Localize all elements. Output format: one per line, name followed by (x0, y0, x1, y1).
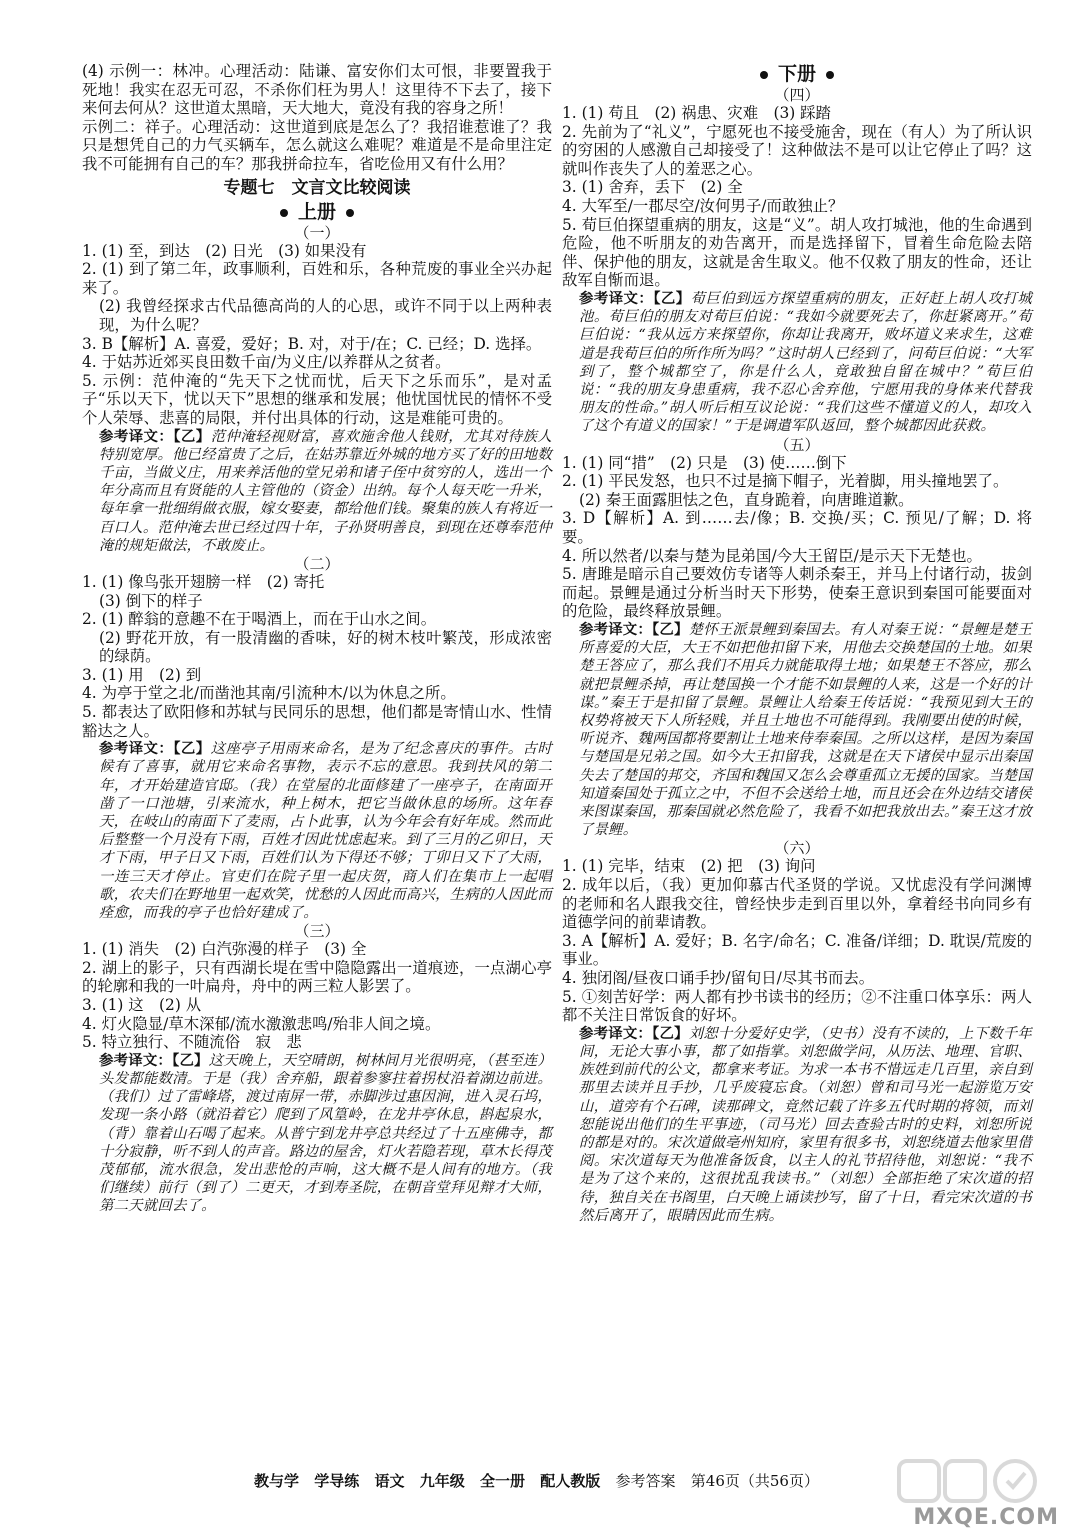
answer-item: 1. (1) 至，到达 (2) 日光 (3) 如果没有 (82, 241, 367, 260)
translation-3: 参考译文：【乙】这天晚上，天空晴朗，树林间月光很明亮，（甚至连）头发都能数清。于是（我）舍弃船，跟着参寥拄着拐杖沿着湖边前进。（我们）过了雷峰塔，渡过南屏一带，赤脚涉过惠因涧，进入灵石坞，发现一条小路（就沿着它）爬到了风篁岭，在龙井亭休息，斟起泉水，（背）靠着山石喝了起来。从普宁到龙井亭总共经过了十五座佛寺，都十分寂静，听不到人的声音。路边的屋舍，灯火若隐若现，草木长得茂茂郁郁，流水很急，发出悲怆的声响，这大概不是人间有的地方。（我们继续）前行（到了）二更天，才到寿圣院，在朝音堂拜见辩才大师，第二天就回去了。 (99, 1051, 552, 1215)
answer-item: (3) 倒下的样子 (99, 591, 203, 610)
bullet-icon (760, 71, 768, 79)
answer-item: 4. 所以然者/以秦与楚为昆弟国/今大王留臣/是示天下无楚也。 (562, 546, 982, 565)
answer-item: 3. A【解析】A. 爱好；B. 名字/命名；C. 准备/详细；D. 耽误/荒废的事业。 (562, 931, 1032, 969)
answer-item: 3. D【解析】A. 到……去/像；B. 交换/买；C. 预见/了解；D. 将要。 (562, 509, 1032, 546)
answer-item: 5. 唐雎是暗示自己要效仿专诸等人刺杀秦王，并马上付诸行动，拔剑而起。景鲤是通过分析当时天下形势，使秦王意识到秦国可能要面对的危险，最终释放景鲤。 (562, 565, 1032, 621)
answer-item: 2. 湖上的影子，只有西湖长堤在雪中隐隐露出一道痕迹，一点湖心亭的轮廓和我的一叶扁舟，舟中的两三粒人影罢了。 (82, 958, 552, 996)
footer-brand: 教与学 (254, 1472, 300, 1490)
section-label-2: （二） (294, 554, 340, 573)
answer-item: 1. (1) 像鸟张开翅膀一样 (2) 寄托 (82, 572, 325, 591)
footer-grade: 九年级 (419, 1472, 465, 1490)
translation-1: 参考译文：【乙】范仲淹轻视财富，喜欢施舍他人钱财，尤其对待族人特别宽厚。他已经富贵了之后，在姑苏靠近外城的地方买了好的田地数千亩，当做义庄，用来养活他的堂兄弟和诸子侄中贫穷的人，选出一个年分高而且有贤能的人主管他的（资金）出纳。每个人每天吃一升米，每年拿一批细绢做衣服，嫁女娶妻，都给他们钱。聚集的族人有将近一百口人。范仲淹去世已经过四十年，子孙贤明善良，到现在还尊奉范仲淹的规矩做法，不敢废止。 (99, 427, 553, 554)
answer-item: 5. 示例：范仲淹的“先天下之忧而忧，后天下之乐而乐”，是对孟子“乐以天下，忧以天下”思想的继承和发展；他忧国忧民的情怀不受个人荣辱、悲喜的局限，并付出具体的行动，这是难能可贵的。 (82, 371, 552, 427)
translation-2: 参考译文：【乙】这座亭子用雨来命名，是为了纪念喜庆的事件。古时候有了喜事，就用它来命名事物，表示不忘的意思。我到扶风的第二年，才开始建造官邸。（我）在堂屋的北面修建了一座亭子，在南面开凿了一口池塘，引来流水，种上树木，把它当做休息的场所。这年春天，在岐山的南面下了麦雨，占卜此事，认为今年会有好年成。然而此后整整一个月没有下雨，百姓才因此忧虑起来。到了三月的乙卯日，天才下雨，甲子日又下雨，百姓们认为下得还不够；丁卯日又下了大雨，一连三天才停止。官吏们在院子里一起庆贺，商人们在集市上一起唱歌，农夫们在野地里一起欢笑，忧愁的人因此而高兴，生病的人因此而痊愈，而我的亭子也恰好建成了。 (99, 740, 553, 922)
answer-item: (2) 秦王面露胆怯之色，直身跪着，向唐雎道歉。 (579, 490, 914, 509)
answer-item: 3. B【解析】A. 喜爱，爱好；B. 对，对于/在；C. 已经；D. 选择。 (82, 334, 542, 353)
translation-4: 参考译文：【乙】荀巨伯到远方探望重病的朋友，正好赶上胡人攻打城池。荀巨伯的朋友对荀巨伯说：“我如今就要死去了，你赶紧离开。”荀巨伯说：“我从远方来探望你，你却让我离开，败坏道义来求生，这难道是我荀巨伯的所作所为吗？”这时胡人已经到了，问荀巨伯说：“大军到了，整个城都空了，你是什么人，竟敢独自留在城中？”荀巨伯说：“我的朋友身患重病，我不忍心舍弃他，宁愿用我的身体来代替我朋友的性命。”胡人听后相互议论说：“我们这些不懂道义的人，却攻入了这个有道义的国家！”于是调遣军队返回，整个城都因此获救。 (579, 289, 1033, 435)
answer-item: 1. (1) 同“措” (2) 只是 (3) 使……倒下 (562, 453, 847, 472)
answer-item: 5. ①刻苦好学：两人都有抄书读书的经历；②不注重口体享乐：两人都不关注日常饭食的好坏。 (562, 987, 1032, 1025)
bullet-icon (826, 71, 834, 79)
right-column (562, 62, 1032, 1225)
intro-example-2: 示例二：祥子。心理活动：这世道到底是怎么了？我招谁惹谁了？我只是想凭自己的力气买辆车，怎么就这么难呢？难道是不是命里注定我不可能拥有自己的车？那我拼命拉车，省吃俭用又有什么用？ (82, 117, 552, 173)
section-label-5: （五） (774, 435, 820, 454)
translation-6: 参考译文：【乙】刘恕十分爱好史学，（史书）没有不读的，上下数千年间，无论大事小事，都了如指掌。刘恕做学问，从历法、地理、官职、族姓到前代的公文，都拿来考证。为求一本书不惜远走几百里，亲自到那里去读并且手抄，几乎废寝忘食。（刘恕）曾和司马光一起游览万安山，道旁有个石碑，读那碑文，竟然记载了许多五代时期的将领，而刘恕能说出他们的生平事迹，（司马光）回去查验古时的史料，刘恕所说的都是对的。宋次道做亳州知府，家里有很多书，刘恕绕道去他家里借阅。宋次道每天为他准备饭食，以主人的礼节招待他，刘恕说：“我不是为了这个来的，这很扰乱我读书。”（刘恕）全部拒绝了宋次道的招待，独自关在书阁里，白天晚上诵读抄写，留了十日，看完宋次道的书然后离开了，眼睛因此而生病。 (579, 1024, 1032, 1224)
left-column (82, 62, 552, 1216)
answer-item: (2) 野花开放，有一股清幽的香味，好的树木枝叶繁茂，形成浓密的绿荫。 (99, 628, 552, 666)
answer-item: 4. 灯火隐显/草木深郁/流水激激悲鸣/殆非人间之境。 (82, 1014, 441, 1033)
book-heading-down: 下册 (562, 62, 1032, 86)
footer-series: 学导练 (314, 1472, 360, 1490)
answer-item: 4. 大军至/一郡尽空/汝何男子/而敢独止？ (562, 196, 844, 215)
bullet-icon (346, 209, 354, 217)
section-label-3: （三） (294, 922, 340, 941)
footer-subject: 语文 (374, 1472, 405, 1490)
answer-item: 3. (1) 舍弃，丢下 (2) 全 (562, 178, 743, 197)
footer-page-number: 第46页（共56页） (690, 1472, 819, 1490)
answer-item: 1. (1) 消失 (2) 白汽弥漫的样子 (3) 全 (82, 940, 367, 959)
answer-item: 4. 为亭于堂之北/而凿池其南/引流种木/以为休息之所。 (82, 684, 456, 703)
answer-item: 1. (1) 苟且 (2) 祸患、灾难 (3) 踩踏 (562, 104, 831, 122)
answer-item: 3. (1) 这 (2) 从 (82, 996, 202, 1015)
watermark-text: MXQE.COM (913, 1505, 1059, 1530)
intro-example-1: (4) 示例一：林冲。心理活动：陆谦、富安你们太可恨，非要置我于死地！我实在忍无可忍，不杀你们枉为男人！这里待不下去了，接下来何去何从？这世道太黑暗，天大地大，竟没有我的容身之所！ (82, 62, 552, 118)
answer-item: 2. (1) 平民发怒，也只不过是摘下帽子，光着脚，用头撞地罢了。 (562, 472, 1009, 491)
answer-item: (2) 我曾经探求古代品德高尚的人的心思，或许不同于以上两种表现，为什么呢？ (99, 297, 552, 334)
answer-item: 2. (1) 到了第二年，政事顺利，百姓和乐，各种荒废的事业全兴办起来了。 (82, 260, 552, 297)
answer-item: 4. 于姑苏近郊买良田数千亩/为义庄/以养群从之贫者。 (82, 353, 451, 372)
answer-item: 5. 都表达了欧阳修和苏轼与民同乐的思想，他们都是寄情山水、性情豁达之人。 (82, 703, 552, 740)
answer-item: 2. 先前为了“礼义”，宁愿死也不接受施舍，现在（有人）为了所认识的穷困的人感激自己却接受了！这种做法不是可以让它停止了吗？这就叫作丧失了人的羞恶之心。 (562, 122, 1032, 178)
book-heading-up: 上册 (82, 200, 552, 224)
footer-section: 参考答案 (615, 1472, 676, 1490)
footer-volume: 全一册 (480, 1472, 526, 1490)
answer-item: 3. (1) 用 (2) 到 (82, 665, 202, 684)
section-label-4: （四） (774, 86, 820, 104)
footer-edition: 配人教版 (540, 1472, 601, 1490)
bullet-icon (280, 209, 288, 217)
answer-item: 5. 荀巨伯探望重病的朋友，这是“义”。胡人攻打城池，他的生命遇到危险，他不听朋友的劝告离开，而是选择留下，冒着生命危险去陪伴、保护他的朋友，这就是舍生取义。他不仅救了朋友的性命，还让敌军自惭而退。 (562, 215, 1032, 290)
answer-item: 4. 独闭阁/昼夜口诵手抄/留旬日/尽其书而去。 (562, 968, 875, 987)
answer-item: 5. 特立独行、不随流俗 寂 悲 (82, 1033, 302, 1052)
topic-title: 专题七 文言文比较阅读 (223, 177, 411, 198)
section-label-6: （六） (774, 839, 820, 858)
translation-5: 参考译文：【乙】楚怀王派景鲤到秦国去。有人对秦王说：“景鲤是楚王所喜爱的大臣，大王不如把他扣留下来，用他去交换楚国的土地。如果楚王答应了，那么我们不用兵力就能取得土地；如果楚王不答应，那么就把景鲤杀掉，再让楚国换一个才能不如景鲤的人来，这是一个好的计谋。”秦王于是扣留了景鲤。景鲤让人给秦王传话说：“我预见到大王的权势将被天下人所轻贱，并且土地也不可能得到。我刚要出使的时候，听说齐、魏两国都将要割让土地来侍奉秦国。之所以这样，是因为秦国与楚国是兄弟之国。如今大王扣留我，这就是在天下诸侯中显示出秦国失去了楚国的邦交，齐国和魏国又怎么会尊重孤立无援的国家。当楚国知道秦国处于孤立之中，不但不会送给土地，而且还会在外边结交诸侯来图谋秦国，那秦国就必然危险了，我看不如把我放出去。”秦王这才放了景鲤。 (579, 620, 1032, 839)
section-label-1: （一） (294, 223, 340, 242)
answer-item: 1. (1) 完毕，结束 (2) 把 (3) 询问 (562, 857, 816, 876)
answer-item: 2. (1) 醉翁的意趣不在于喝酒上，而在于山水之间。 (82, 610, 437, 629)
answer-item: 2. 成年以后，（我）更加仰慕古代圣贤的学说。又忧虑没有学问渊博的老师和名人跟我交往，曾经快步走到百里以外，拿着经书向同乡有道德学问的前辈请教。 (562, 875, 1032, 932)
